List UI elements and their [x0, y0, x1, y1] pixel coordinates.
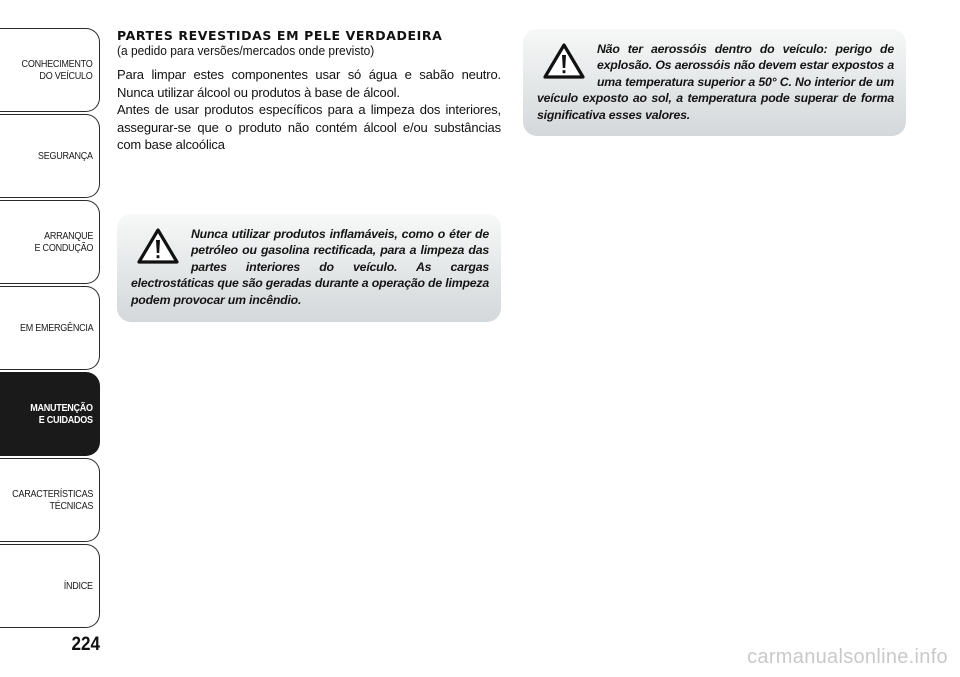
- section-title: PARTES REVESTIDAS EM PELE VERDADEIRA: [117, 28, 443, 43]
- tab-label: EM EMERGÊNCIA: [19, 322, 93, 334]
- tab-label: ARRANQUE E CONDUÇÃO: [34, 230, 93, 254]
- warning-triangle-icon: [543, 43, 585, 79]
- warning-triangle-icon: [137, 228, 179, 264]
- leather-section: [117, 28, 501, 154]
- section-subtitle: (a pedido para versões/mercados onde previsto): [117, 43, 375, 58]
- warning-box-aerosols: [523, 29, 906, 136]
- tab-label: SEGURANÇA: [38, 150, 93, 162]
- tab-caracteristicas-tecnicas[interactable]: [0, 458, 100, 542]
- tab-label: ÍNDICE: [63, 580, 93, 592]
- tab-arranque-e-conducao[interactable]: [0, 200, 100, 284]
- tab-em-emergencia[interactable]: [0, 286, 100, 370]
- tab-seguranca[interactable]: [0, 114, 100, 198]
- tab-label: CARACTERÍSTICAS TÉCNICAS: [12, 488, 93, 512]
- tab-indice[interactable]: [0, 544, 100, 628]
- warning-text: Não ter aerossóis dentro do veículo: perigo de explosão. Os aerossóis não devem estar expostos a uma temperatura superior a 50° C. No interior de um veículo exposto ao sol, a temperatura pode superar de forma significativa esses valores.: [537, 42, 894, 122]
- body-paragraph: Para limpar estes componentes usar só água e sabão neutro. Nunca utilizar álcool ou produtos à base de álcool.: [117, 67, 501, 100]
- warning-box-flammable: [117, 214, 501, 322]
- tab-label: MANUTENÇÃO E CUIDADOS: [30, 402, 93, 426]
- page-number: 224: [71, 634, 100, 655]
- warning-text: Nunca utilizar produtos inflamáveis, como o éter de petróleo ou gasolina rectificada, para a limpeza das partes interiores do veículo. As cargas electrostáticas que são geradas durante a operação de limpeza podem provocar um incêndio.: [131, 227, 489, 307]
- tab-conhecimento-do-veiculo[interactable]: [0, 28, 100, 112]
- watermark: carmanualsonline.info: [747, 646, 948, 668]
- tab-manutencao-e-cuidados[interactable]: [0, 372, 100, 456]
- tab-label: CONHECIMENTO DO VEÍCULO: [22, 58, 93, 82]
- body-paragraph: Antes de usar produtos específicos para a limpeza dos interiores, assegurar-se que o produto não contém álcool e/ou substâncias com base alcoólica: [117, 102, 501, 153]
